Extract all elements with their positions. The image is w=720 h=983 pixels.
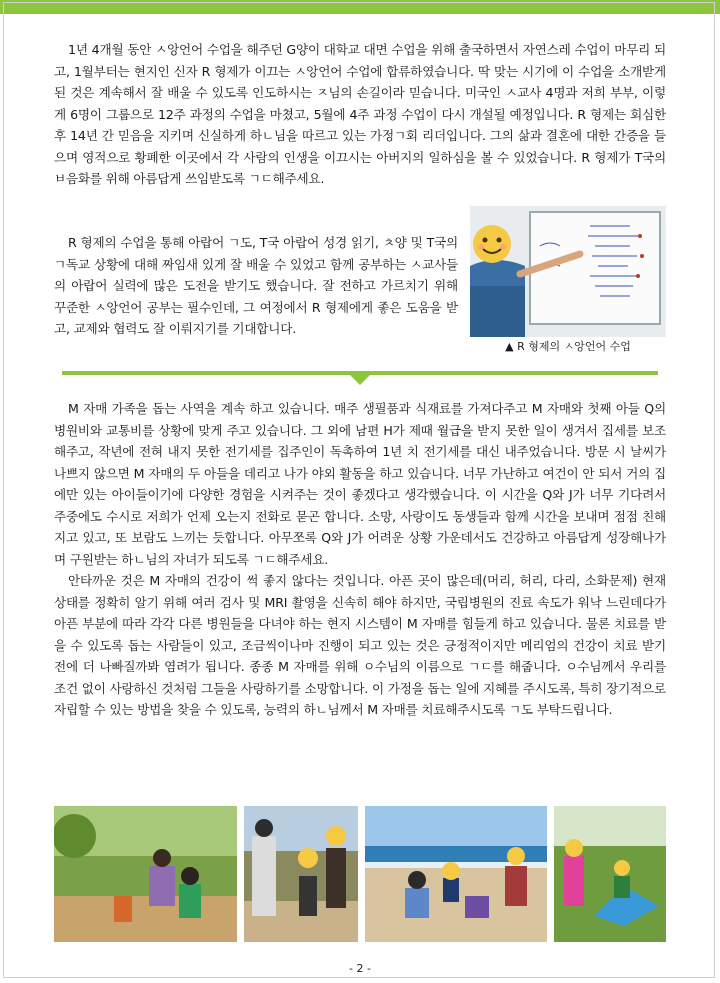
park-photo	[244, 806, 358, 942]
page-number: - 2 -	[349, 962, 371, 975]
lesson-photo	[470, 206, 666, 337]
photo-strip	[54, 806, 666, 942]
beach-photo	[365, 806, 547, 942]
section2	[54, 398, 666, 721]
garden-photo	[54, 806, 237, 942]
section1-paragraph1-text: 1년 4개월 동안 ㅅ앙언어 수업을 해주던 G양이 대학교 대면 수업을 위해 출국하면서 자연스레 수업이 마무리 되고, 1월부터는 현지인 신자 R 형제가 이끄는 ㅅ앙언어 수업에 합류하였습니다. 딱 맞는 시기에 이 수업을 소개받게 된 것은 계속해서 잘 배울 수 있도록 인도하시는 ㅈ님의 손길이라 믿습니다. 미국인 ㅅ교사 4명과 저희 부부, 이렇게 6명이 그룹으로 12주 과정의 수업을 마쳤고, 5월에 4주 과정 수업이 다시 개설될 예정입니다. R 형제는 회심한 후 14년 간 믿음을 지키며 신실하게 하ㄴ님을 따르고 있는 가정ㄱ회 리더입니다. 그의 삶과 결혼에 대한 간증을 들으며 영적으로 황폐한 이곳에서 각 사람의 인생을 이끄시는 아버지의 일하심을 볼 수 있었습니다. R 형제가 T국의 ㅂ음화를 위해 아름답게 쓰임받도록 ㄱㄷ해주세요.	[54, 42, 666, 186]
playground-photo	[554, 806, 666, 942]
section1-paragraph2	[54, 232, 458, 340]
divider-arrow-icon	[347, 372, 373, 385]
section2-paragraph2: 안타까운 것은 M 자매의 건강이 썩 좋지 않다는 것입니다. 아픈 곳이 많은데(머리, 허리, 다리, 소화문제) 현재 상태를 정확히 알기 위해 여러 검사 및 MRI 촬영을 신속히 해야 하지만, 국립병원의 진료 속도가 워낙 느린데다가 아픈 부분에 따라 각각 다른 병원들을 다녀야 하는 현지 시스템이 M 자매를 힘들게 하고 있습니다. 물론 치료를 받을 수 있도록 돕는 사람들이 있고, 조금씩이나마 진행이 되고 있는 것은 긍정적이지만 메리엄의 건강이 치료 받기 전에 더 나빠질까봐 염려가 됩니다. 종종 M 자매를 위해 ㅇ수님의 이름으로 ㄱㄷ를 해줍니다. ㅇ수님께서 우리를 조건 없이 사랑하신 것처럼 그들을 사랑하기를 소망합니다. 이 가정을 돕는 일에 지혜를 주시도록, 특히 장기적으로 자립할 수 있는 방법을 찾을 수 있도록, 능력의 하ㄴ님께서 M 자매를 치료해주시도록 ㄱ도 부탁드립니다.	[54, 573, 666, 717]
section1-paragraph2-text: R 형제의 수업을 통해 아랍어 ㄱ도, T국 아랍어 성경 읽기, ㅊ양 및 T국의 ㄱ독교 상황에 대해 짜임새 있게 잘 배울 수 있었고 함께 공부하는 ㅅ교사들의 아랍어 실력에 많은 도전을 받기도 했습니다. 잘 전하고 가르치기 위해 꾸준한 ㅅ앙언어 공부는 필수인데, 그 여정에서 R 형제에게 좋은 도움을 받고, 교제와 협력도 잘 이뤄지기를 기대합니다.	[54, 235, 458, 336]
section1-paragraph1	[54, 39, 666, 190]
section2-paragraph1: M 자매 가족을 돕는 사역을 계속 하고 있습니다. 매주 생필품과 식재료를 가져다주고 M 자매와 첫째 아들 Q의 병원비와 교통비를 상황에 맞게 주고 있습니다. 그 외에 남편 H가 제때 월급을 받지 못한 일이 생겨서 집세를 보조해주고, 작년에 전혀 내지 못한 전기세를 집주인이 독촉하여 1년 치 전기세를 대신 내주었습니다. 방문 시 날씨가 나쁘지 않으면 M 자매의 두 아들을 데리고 나가 야외 활동을 하고 있습니다. 너무 가난하고 여건이 안 되서 거의 집에만 있는 아이들이기에 다양한 경험을 시켜주는 것이 좋겠다고 생각했습니다. 이 시간을 Q와 J가 너무 기다려서 주중에도 수시로 저희가 언제 오는지 전화로 묻곤 합니다. 소망, 사랑이도 동생들과 함께 시간을 보내며 점점 친해지고 있고, 또 보람도 느끼는 듯합니다. 아무쪼록 Q와 J가 어려운 상황 가운데서도 건강하고 아름답게 성장해나가며 구원받는 하ㄴ님의 자녀가 되도록 ㄱㄷ해주세요.	[54, 401, 666, 567]
photo-caption: ▲ R 형제의 ㅅ앙언어 수업	[505, 340, 631, 353]
